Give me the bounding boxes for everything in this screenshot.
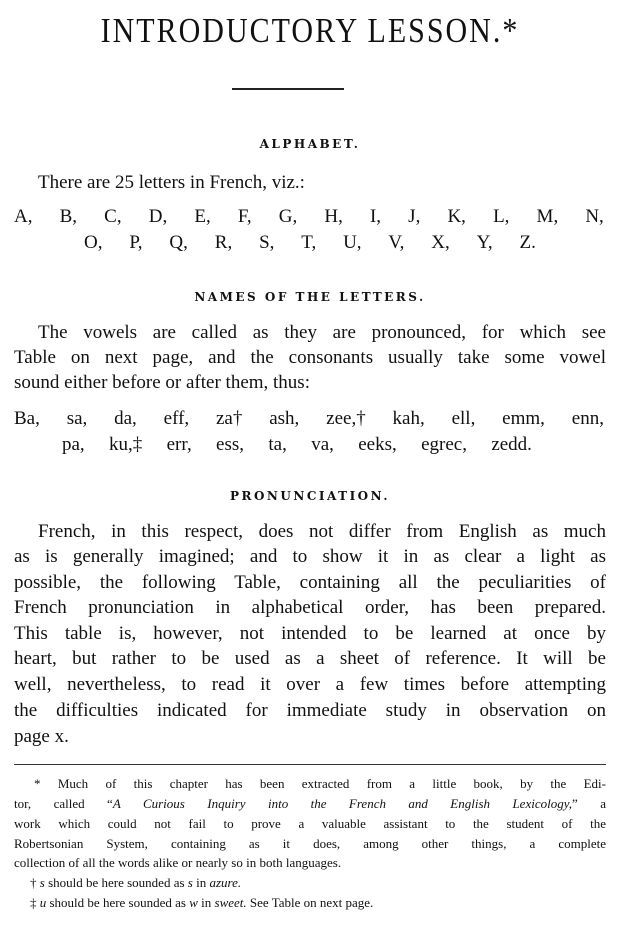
footnote-text: in [201,895,212,910]
letter-names-row-2 [62,434,532,456]
dagger-mark: † [30,875,37,890]
footnote-line: work which could not fail to prove a valuable assistant to the student of the [14,816,606,831]
names-heading: NAMES OF THE LETTERS. [194,290,426,304]
footnote-letter: s [187,875,193,890]
alphabet-letter: V, [388,232,405,253]
names-paragraph-line: Table on next page, and the consonants usually take some vowel [14,347,606,368]
footnote-letter: s [39,875,45,890]
alphabet-letter: I, [369,206,382,227]
alphabet-letter: D, [148,206,168,227]
alphabet-letter: U, [343,232,362,253]
letter-name: zedd. [491,434,532,455]
footnote-text: ” a [572,796,606,811]
pronunciation-paragraph-line: possible, the following Table, containing all the peculiarities of [14,572,606,593]
pronunciation-paragraph-line: as is generally imagined; and to show it in as clear a light as [14,546,606,567]
alphabet-heading: ALPHABET. [259,137,361,151]
letter-name: eeks, [358,434,397,455]
letter-name: ku,‡ [109,434,143,455]
alphabet-letter: Y, [476,232,493,253]
pronunciation-paragraph-line: well, nevertheless, to read it over a few times before attempting [14,674,606,695]
pronunciation-paragraph-line: French pronunciation in alphabetical order, has been prepared. [14,597,606,618]
pronunciation-paragraph-line: heart, but rather to be used as a sheet of reference. It will be [14,648,606,669]
alphabet-letter: M, [536,206,559,227]
footnote-word: sweet. [214,895,247,910]
letter-names-row-1 [14,408,604,430]
letters-row-1 [14,206,604,228]
letter-name: pa, [62,434,85,455]
footnote-line: Robertsonian System, containing as it does, among other things, a complete [14,836,606,851]
alphabet-letter: R, [214,232,233,253]
letter-name: kah, [392,408,425,429]
letter-name: egrec, [421,434,467,455]
pronunciation-paragraph-line: the difficulties indicated for immediate study in observation on [14,700,606,721]
footnote-text: in [196,875,207,890]
alphabet-letter: X, [431,232,450,253]
footnote-text: should be here sounded as [49,895,186,910]
pronunciation-paragraph-line: page x. [14,726,69,747]
letter-name: ess, [216,434,245,455]
title-divider [232,88,344,90]
letters-row-2 [84,232,536,254]
names-paragraph-line: The vowels are called as they are pronounced, for which see [38,322,606,343]
alphabet-letter: Z. [519,232,536,253]
pronunciation-heading: PRONUNCIATION. [229,489,391,503]
footnote-letter: u [39,895,47,910]
letter-name: ell, [451,408,476,429]
letter-name: enn, [571,408,604,429]
alphabet-letter: N, [585,206,604,227]
footnote-line: * Much of this chapter has been extracted from a little book, by the Edi- [34,776,606,791]
letter-name: ash, [269,408,300,429]
alphabet-letter: S, [259,232,275,253]
letter-name: sa, [66,408,88,429]
letter-name: err, [166,434,192,455]
alphabet-letter: J, [408,206,421,227]
page-title: INTRODUCTORY LESSON.* [100,12,520,50]
letter-name: eff, [163,408,190,429]
letter-name: za† [216,408,243,429]
letter-name: zee,† [326,408,366,429]
footnote-line: collection of all the words alike or nearly so in both languages. [14,855,342,870]
footnote-text: should be here sounded as [48,875,185,890]
footnote-text: tor, called “ [14,796,113,811]
alphabet-letter: L, [493,206,510,227]
alphabet-letter: P, [129,232,143,253]
alphabet-letter: A, [14,206,33,227]
footnote-text: See Table on next page. [249,895,374,910]
letter-name: Ba, [14,408,40,429]
letter-name: emm, [502,408,545,429]
footnote-line [14,796,606,812]
double-dagger-mark: ‡ [30,895,37,910]
alphabet-letter: G, [278,206,298,227]
footnote-dagger [30,875,620,891]
alphabet-letter: Q, [169,232,188,253]
names-paragraph-line: sound either before or after them, thus: [14,372,310,393]
pronunciation-paragraph-line: This table is, however, not intended to be learned at once by [14,623,606,644]
alphabet-letter: B, [59,206,78,227]
alphabet-letter: T, [301,232,317,253]
alphabet-letter: E, [194,206,211,227]
pronunciation-paragraph-line: French, in this respect, does not differ from English as much [38,521,606,542]
footnote-letter: w [189,895,198,910]
footnote-book-title: A Curious Inquiry into the French and English Lexicology, [112,796,573,811]
alphabet-intro: There are 25 letters in French, viz.: [38,172,305,193]
letter-name: va, [311,434,334,455]
alphabet-letter: H, [324,206,343,227]
letter-name: ta, [268,434,287,455]
alphabet-letter: O, [84,232,103,253]
footnote-divider [14,764,606,765]
letter-name: da, [114,408,137,429]
alphabet-letter: F, [237,206,252,227]
alphabet-letter: C, [104,206,122,227]
footnote-double-dagger [30,895,620,911]
alphabet-letter: K, [447,206,466,227]
footnote-word: azure. [209,875,242,890]
